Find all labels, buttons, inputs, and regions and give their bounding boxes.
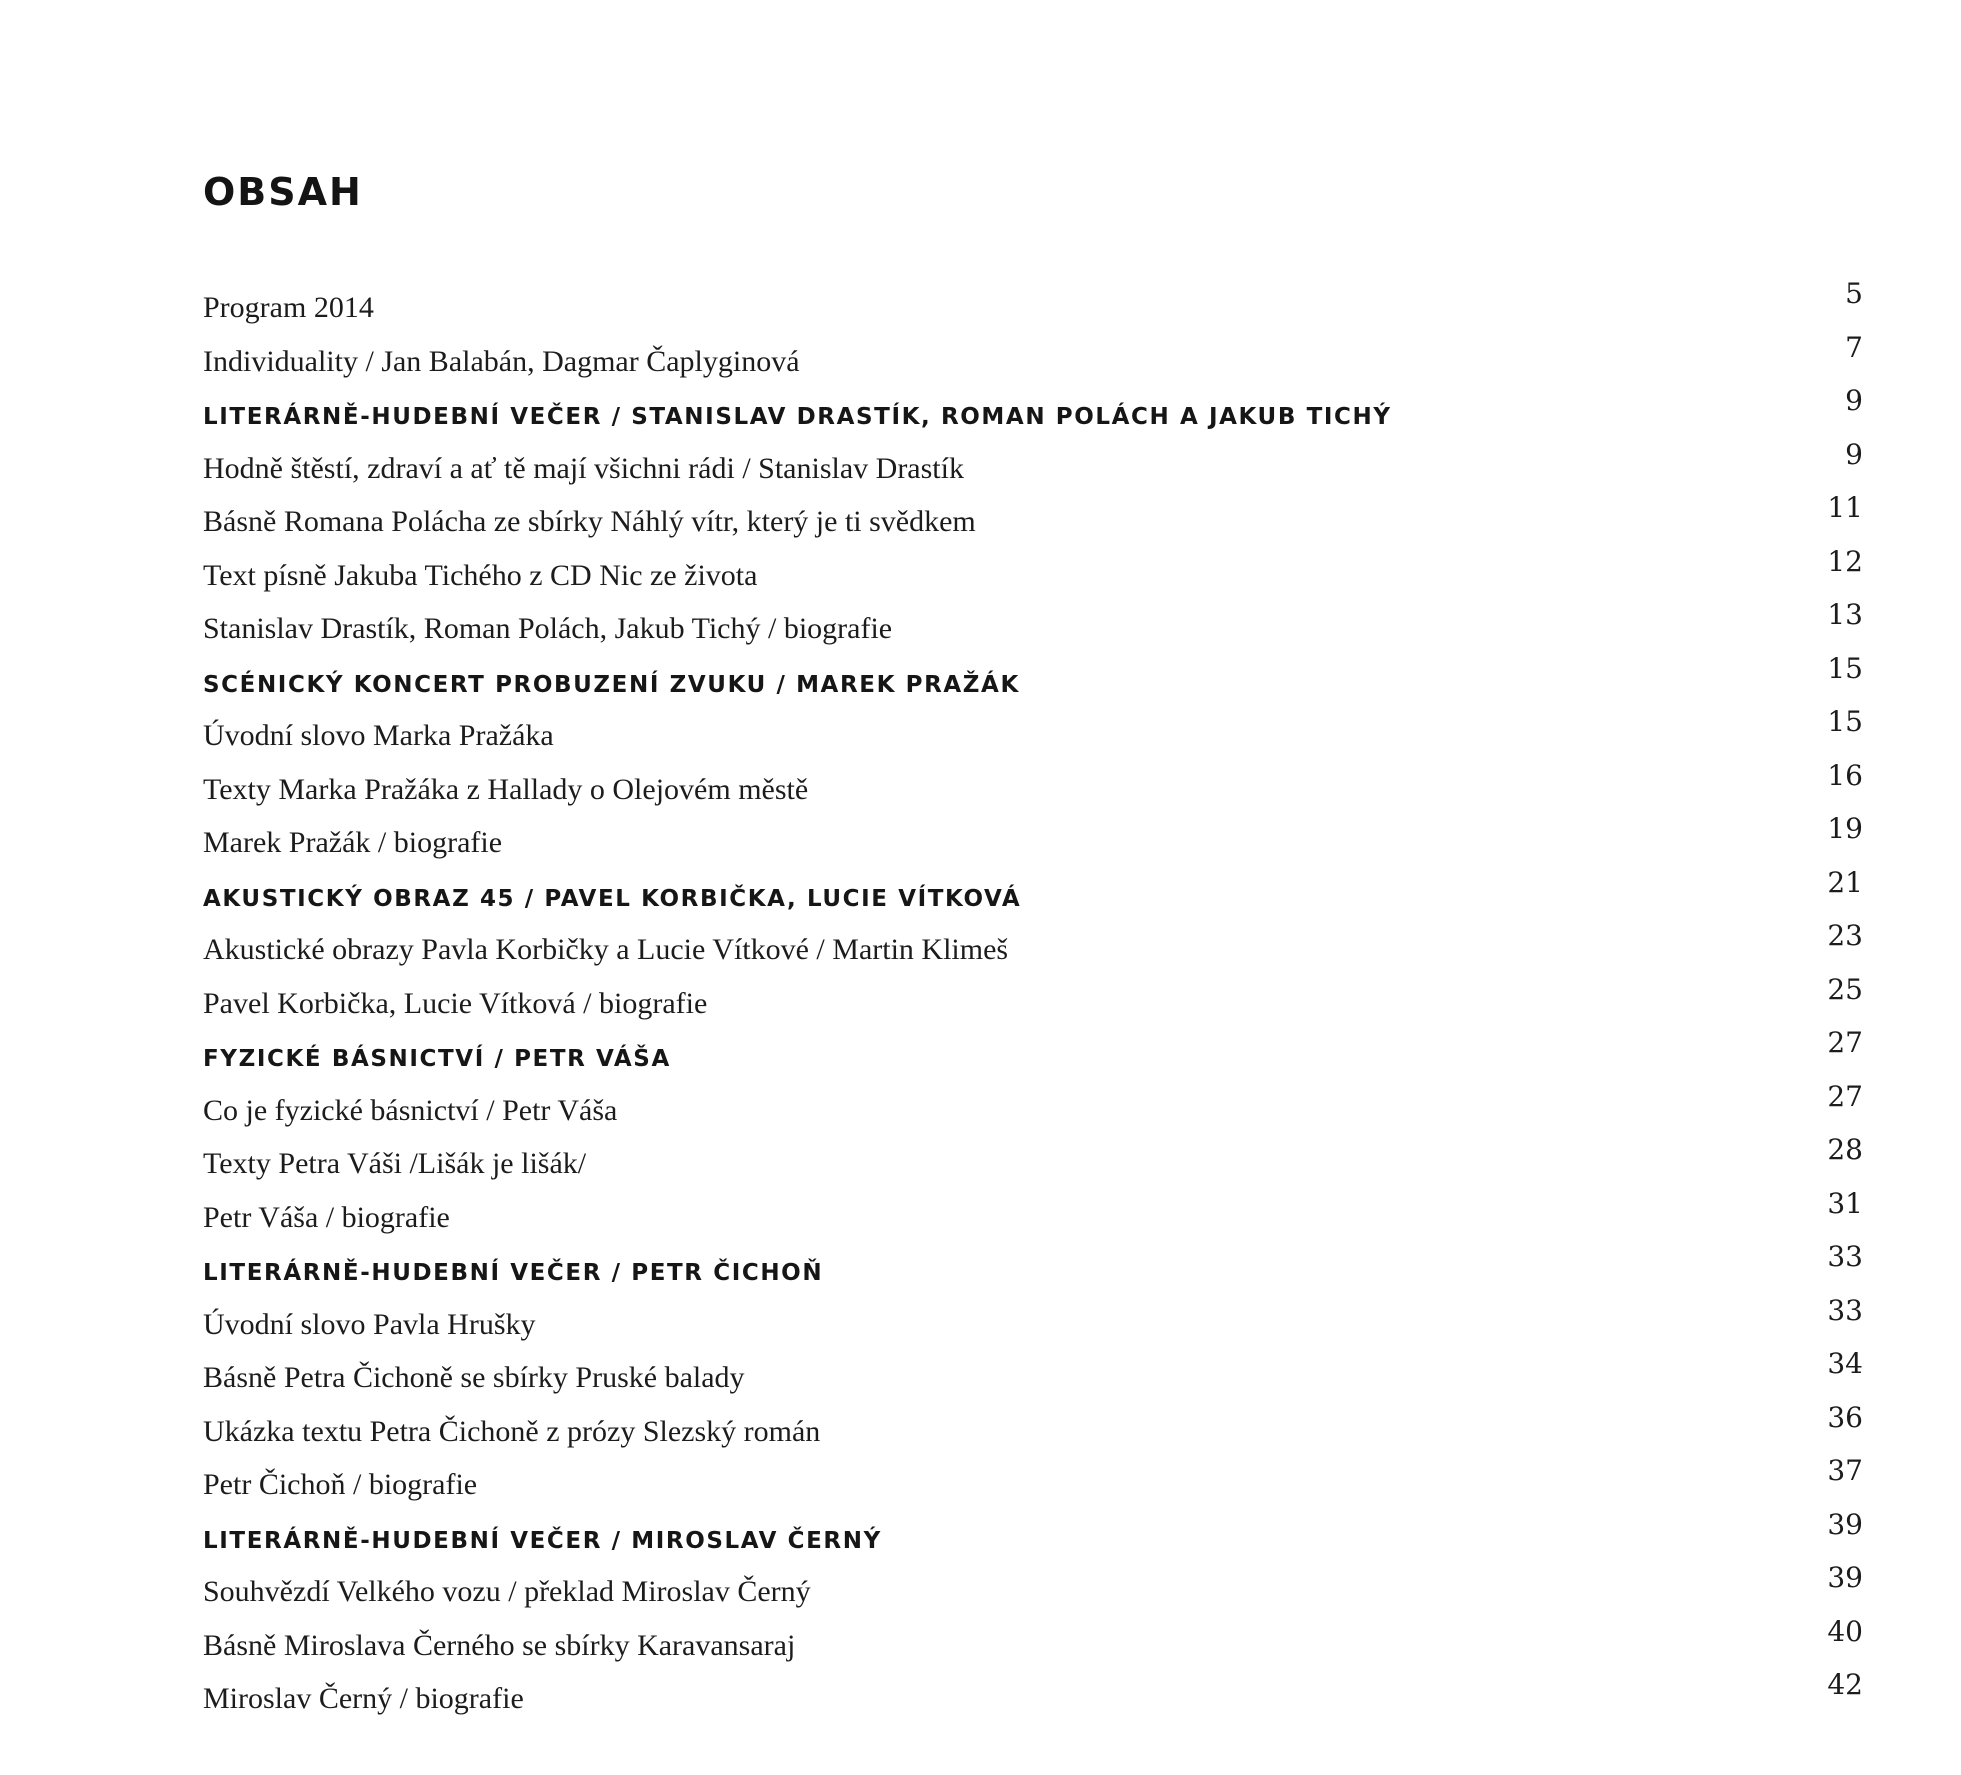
toc-entry-title: Básně Petra Čichoně se sbírky Pruské balady — [203, 1361, 745, 1394]
toc-page-number: 9 — [1845, 437, 1863, 471]
toc-entry — [203, 1561, 1863, 1626]
toc-page-number: 39 — [1827, 1507, 1863, 1541]
toc-entry — [203, 330, 1863, 396]
toc-page-number: 15 — [1827, 651, 1863, 685]
toc-page-number: 42 — [1827, 1668, 1863, 1701]
toc-entry-title: LITERÁRNĚ-HUDEBNÍ VEČER / PETR ČICHOŇ — [203, 1260, 824, 1286]
toc-entry-title: Akustické obrazy Pavla Korbičky a Lucie Vítkové / Martin Klimeš — [203, 933, 1009, 966]
toc-section-heading — [203, 1240, 1863, 1305]
toc-page-number: 34 — [1827, 1347, 1863, 1380]
toc-entry — [203, 277, 1863, 342]
toc-entry-title: AKUSTICKÝ OBRAZ 45 / PAVEL KORBIČKA, LUCIE VÍTKOVÁ — [203, 885, 1022, 912]
toc-entry — [203, 491, 1863, 556]
toc-section-heading — [203, 384, 1863, 449]
toc-section-heading — [203, 1026, 1863, 1091]
toc-page-number: 12 — [1827, 544, 1863, 578]
toc-entry — [203, 1186, 1863, 1252]
toc-section-heading — [203, 651, 1863, 717]
toc-page-number: 15 — [1827, 705, 1863, 738]
toc-entry-title: Souhvězdí Velkého vozu / překlad Miroslav Černý — [203, 1575, 811, 1608]
toc-section-heading — [203, 865, 1863, 931]
toc-entry — [203, 598, 1863, 663]
toc-entry-title: Hodně štěstí, zdraví a ať tě mají všichni rádi / Stanislav Drastík — [203, 451, 964, 485]
toc-entry-title: LITERÁRNĚ-HUDEBNÍ VEČER / MIROSLAV ČERNÝ — [203, 1527, 882, 1554]
toc-entry-title: LITERÁRNĚ-HUDEBNÍ VEČER / STANISLAV DRASTÍK, ROMAN POLÁCH A JAKUB TICHÝ — [203, 404, 1392, 430]
toc-entry-title: Petr Čichoň / biografie — [203, 1468, 478, 1501]
toc-entry-title: Co je fyzické básnictví / Petr Váša — [203, 1093, 618, 1127]
toc-entry — [203, 1079, 1863, 1145]
toc-entry — [203, 1668, 1863, 1733]
toc-entry — [203, 1347, 1863, 1412]
toc-entry — [203, 705, 1863, 770]
toc-page-number: 31 — [1827, 1186, 1863, 1220]
toc-page-number: 16 — [1827, 758, 1863, 792]
toc-entry-title: FYZICKÉ BÁSNICTVÍ / PETR VÁŠA — [203, 1046, 671, 1072]
toc-page-number: 9 — [1845, 384, 1863, 417]
toc-entry — [203, 1614, 1863, 1680]
toc-entry — [203, 972, 1863, 1038]
toc-entry-title: Text písně Jakuba Tichého z CD Nic ze života — [203, 558, 758, 592]
toc-entry-title: Marek Pražák / biografie — [203, 826, 503, 859]
toc-entry — [203, 812, 1863, 877]
toc-entry — [203, 758, 1863, 824]
toc-page-number: 13 — [1827, 598, 1863, 631]
toc-page-number: 7 — [1845, 330, 1863, 364]
toc-entry-title: Petr Váša / biografie — [203, 1200, 450, 1234]
toc-page-number: 21 — [1827, 865, 1863, 899]
toc-page-number: 36 — [1827, 1400, 1863, 1434]
toc-entry — [203, 1400, 1863, 1466]
toc-entry-title: Úvodní slovo Marka Pražáka — [203, 719, 554, 752]
toc-entry — [203, 1293, 1863, 1359]
toc-page-number: 28 — [1827, 1133, 1863, 1166]
page-title: OBSAH — [203, 170, 363, 214]
toc-page-number: 23 — [1827, 919, 1863, 952]
toc-entry-title: Básně Romana Polácha ze sbírky Náhlý vítr, který je ti svědkem — [203, 505, 976, 538]
toc-entry — [203, 437, 1863, 503]
toc-page-number: 33 — [1827, 1240, 1863, 1273]
toc-entry-title: Program 2014 — [203, 291, 374, 324]
toc-page-number: 27 — [1827, 1026, 1863, 1059]
toc-page-number: 11 — [1827, 491, 1863, 524]
toc-entry-title: SCÉNICKÝ KONCERT PROBUZENÍ ZVUKU / MAREK PRAŽÁK — [203, 671, 1020, 698]
toc-entry-title: Texty Petra Váši /Lišák je lišák/ — [203, 1147, 587, 1180]
toc-entry-title: Texty Marka Pražáka z Hallady o Olejovém městě — [203, 772, 809, 806]
toc-entry-title: Miroslav Černý / biografie — [203, 1682, 524, 1715]
toc-page-number: 40 — [1827, 1614, 1863, 1648]
toc-page-number: 33 — [1827, 1293, 1863, 1327]
toc-entry — [203, 919, 1863, 984]
toc-page-number: 5 — [1845, 277, 1863, 310]
toc-entry — [203, 1454, 1863, 1519]
toc-page-number: 37 — [1827, 1454, 1863, 1487]
toc-entry-title: Úvodní slovo Pavla Hrušky — [203, 1307, 536, 1341]
toc-entry — [203, 544, 1863, 610]
toc-entry — [203, 1133, 1863, 1198]
toc-page-number: 39 — [1827, 1561, 1863, 1594]
toc-page-number: 27 — [1827, 1079, 1863, 1113]
toc-entry-title: Stanislav Drastík, Roman Polách, Jakub Tichý / biografie — [203, 612, 893, 645]
toc-entry-title: Pavel Korbička, Lucie Vítková / biografie — [203, 986, 708, 1020]
toc-entry-title: Ukázka textu Petra Čichoně z prózy Slezský román — [203, 1414, 821, 1448]
toc-entry-title: Básně Miroslava Černého se sbírky Karavansaraj — [203, 1628, 796, 1662]
toc-entry-title: Individuality / Jan Balabán, Dagmar Čaplyginová — [203, 344, 800, 378]
toc-page-number: 19 — [1827, 812, 1863, 845]
toc-section-heading — [203, 1507, 1863, 1573]
toc-page-number: 25 — [1827, 972, 1863, 1006]
